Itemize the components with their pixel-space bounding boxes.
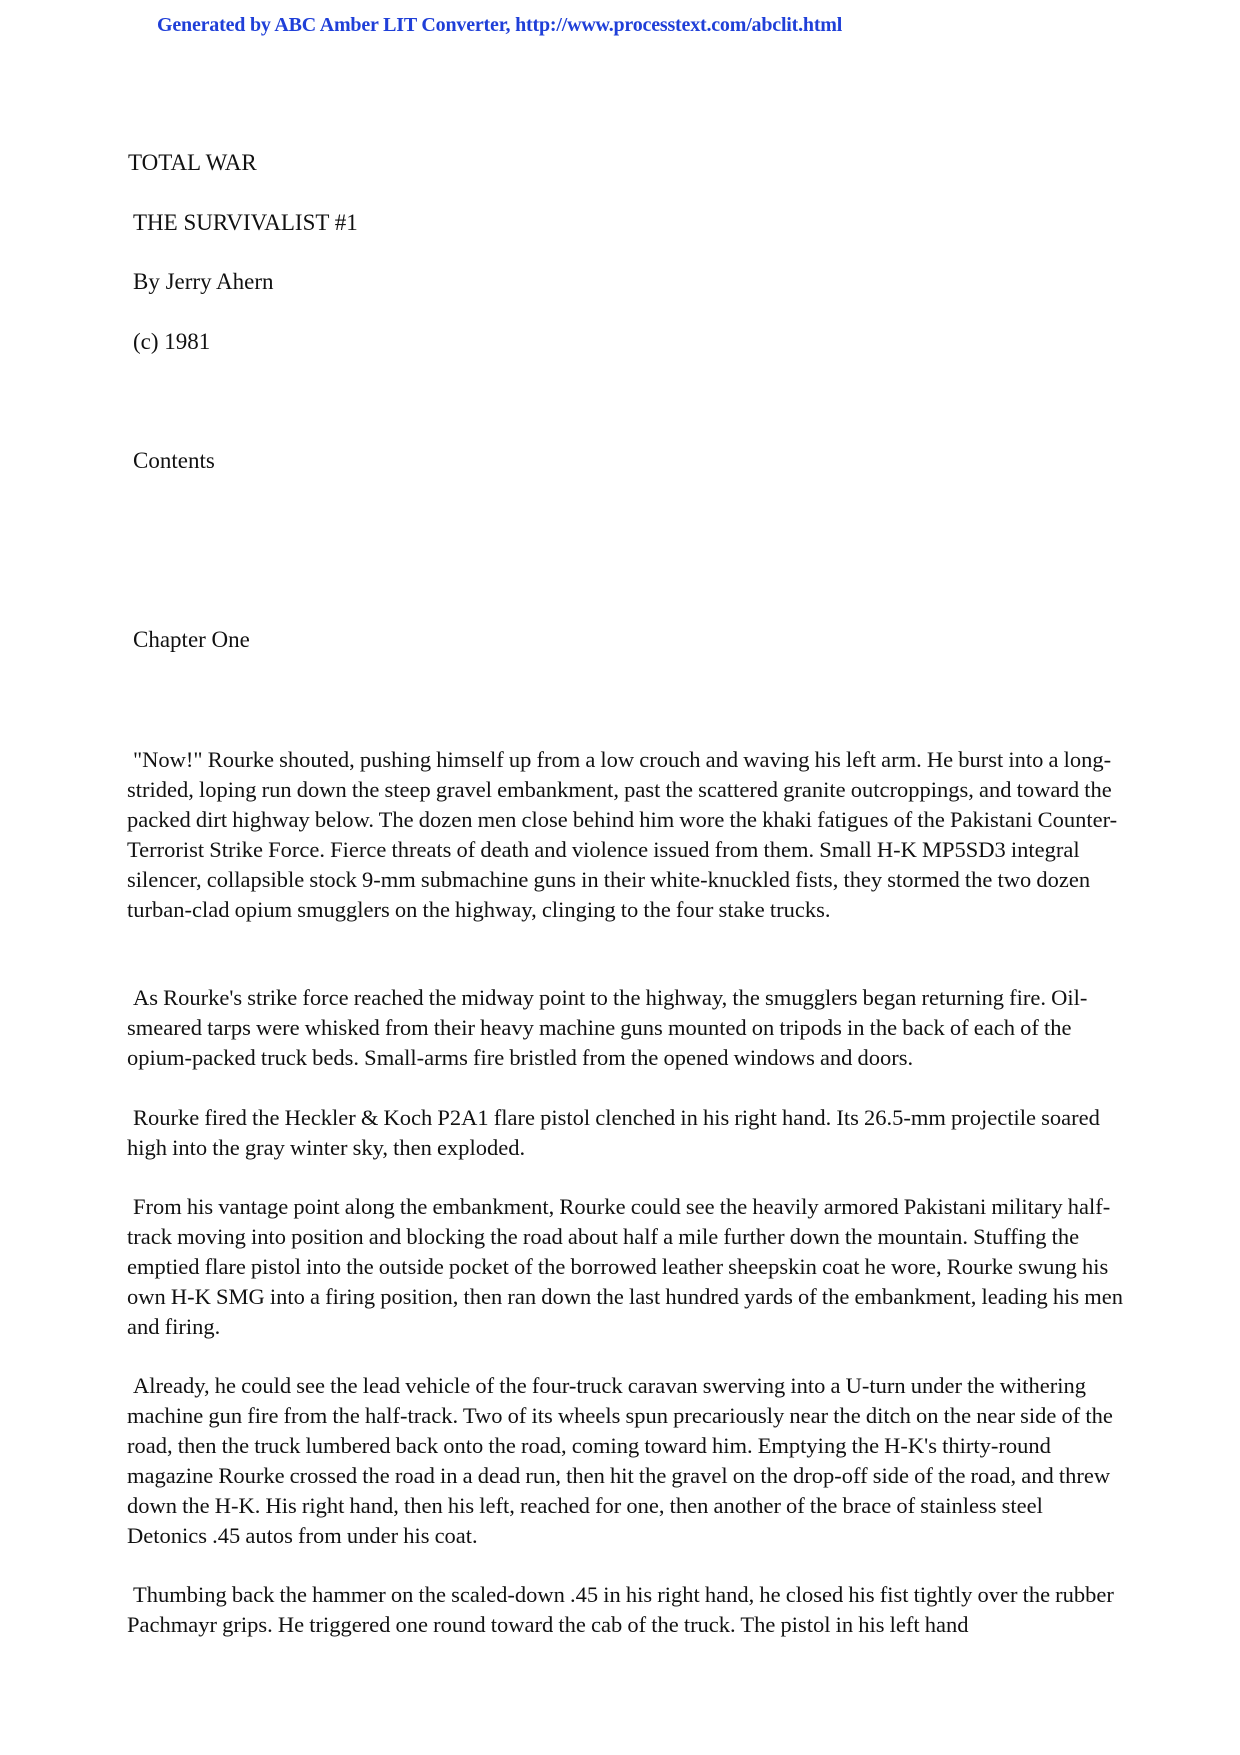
author-line: By Jerry Ahern — [133, 269, 274, 294]
body-paragraph: Rourke fired the Heckler & Koch P2A1 flare pistol clenched in his right hand. Its 26.5-mm projectile soared high into the gray winter sky, then exploded. — [127, 1105, 1100, 1160]
body-paragraph: "Now!" Rourke shouted, pushing himself up from a low crouch and waving his left arm. He burst into a long-strided, loping run down the steep gravel embankment, past the scattered granite outcroppings, and toward the packed dirt highway below. The dozen men close behind him wore the khaki fatigues of the Pakistani Counter-Terrorist Strike Force. Fierce threats of death and violence issued from them. Small H-K MP5SD3 integral silencer, collapsible stock 9-mm submachine guns in their white-knuckled fists, they stormed the two dozen turban-clad opium smugglers on the highway, clinging to the four stake trucks. — [127, 747, 1118, 922]
contents-heading: Contents — [133, 448, 215, 473]
body-paragraph: Thumbing back the hammer on the scaled-down .45 in his right hand, he closed his fist tightly over the rubber Pachmayr grips. He triggered one round toward the cab of the truck. The pistol in his left hand — [127, 1582, 1114, 1637]
body-paragraph: As Rourke's strike force reached the midway point to the highway, the smugglers began returning fire. Oil-smeared tarps were whisked from their heavy machine guns mounted on tripods in the back of each of the opium-packed truck beds. Small-arms fire bristled from the opened windows and doors. — [127, 985, 1088, 1070]
body-paragraph: Already, he could see the lead vehicle of the four-truck caravan swerving into a U-turn under the withering machine gun fire from the half-track. Two of its wheels spun precariously near the ditch on the near side of the road, then the truck lumbered back onto the road, coming toward him. Emptying the H-K's thirty-round magazine Rourke crossed the road in a dead run, then hit the gravel on the drop-off side of the road, and threw down the H-K. His right hand, then his left, reached for one, then another of the brace of stainless steel Detonics .45 autos from under his coat. — [127, 1373, 1113, 1548]
body-paragraph: From his vantage point along the embankment, Rourke could see the heavily armored Pakistani military half-track moving into position and blocking the road about half a mile further down the mountain. Stuffing the emptied flare pistol into the outside pocket of the borrowed leather sheepskin coat he wore, Rourke swung his own H-K SMG into a firing position, then ran down the last hundred yards of the embankment, leading his men and firing. — [127, 1194, 1123, 1339]
converter-banner: Generated by ABC Amber LIT Converter, http://www.processtext.com/abclit.html — [157, 14, 843, 36]
chapter-heading: Chapter One — [133, 627, 250, 652]
copyright-line: (c) 1981 — [133, 329, 211, 354]
book-title: TOTAL WAR — [128, 150, 257, 175]
series-title: THE SURVIVALIST #1 — [133, 210, 358, 235]
